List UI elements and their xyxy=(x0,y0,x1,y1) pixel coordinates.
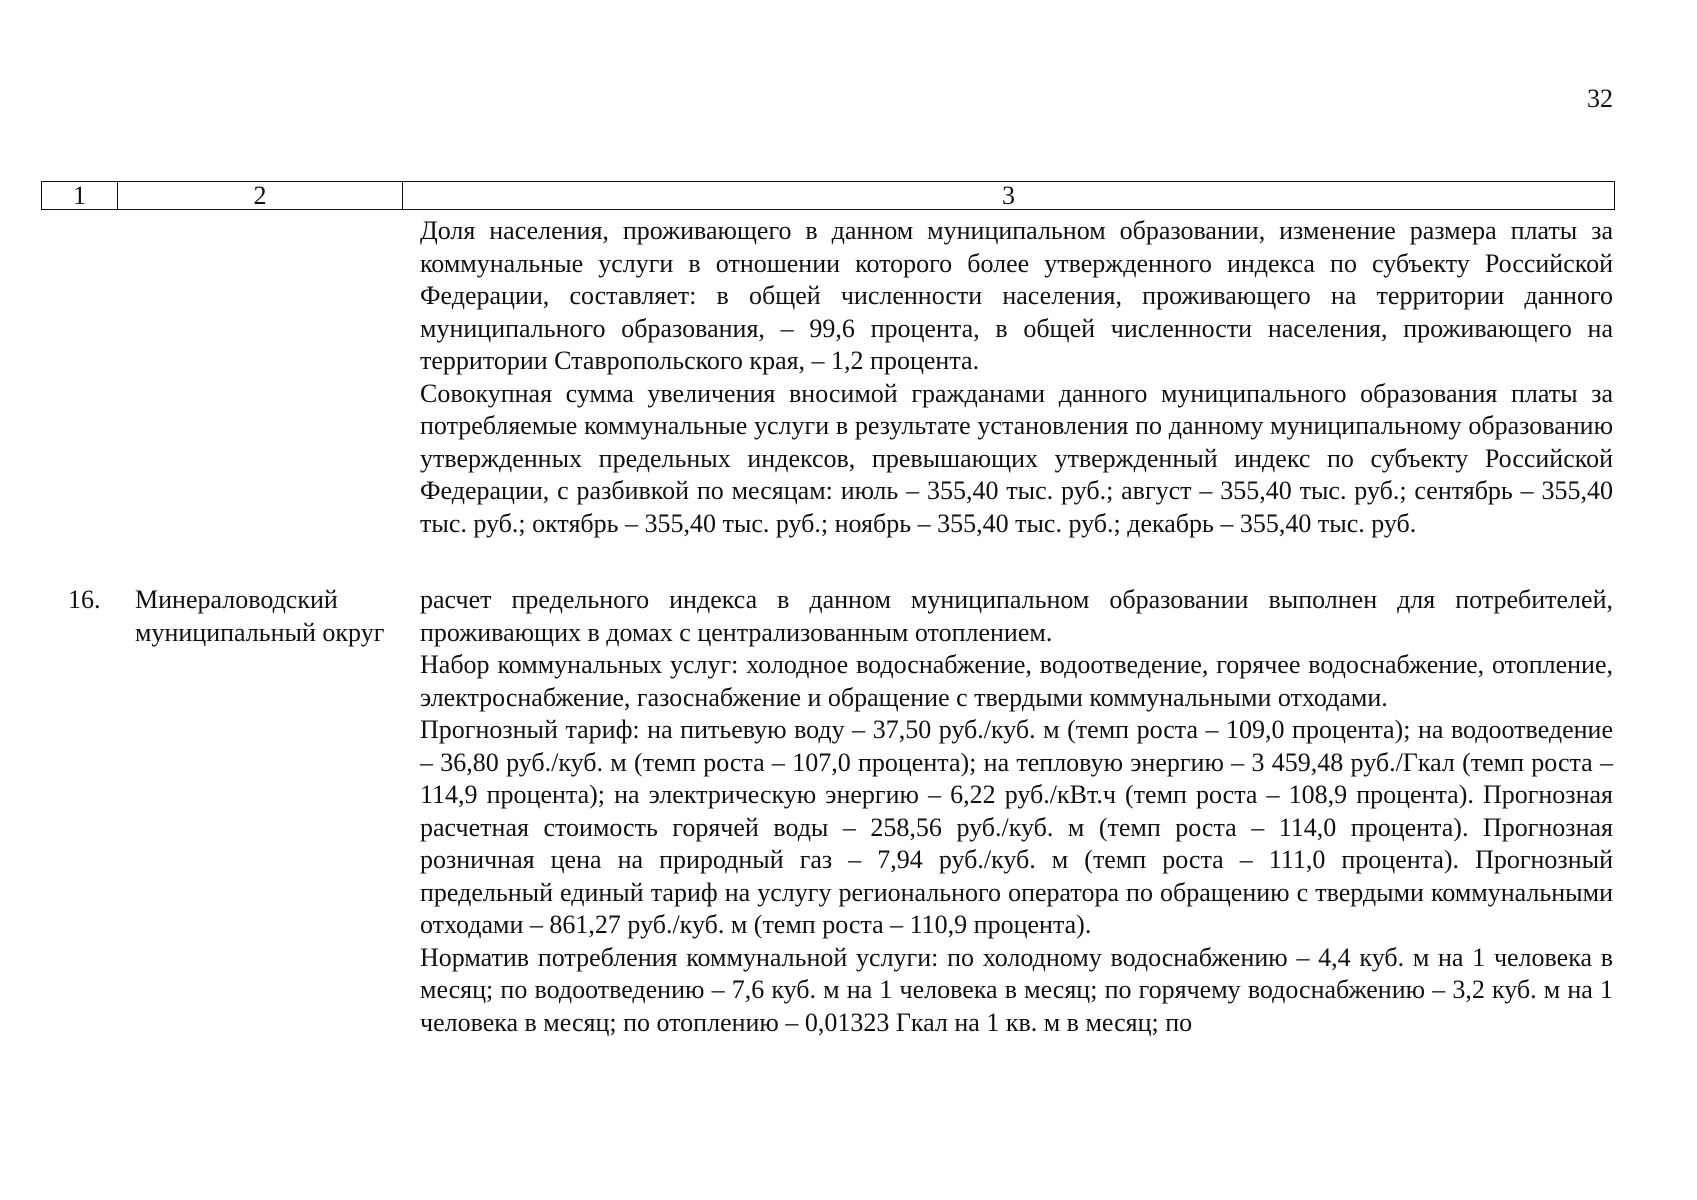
paragraph-forecast-tariffs: Прогнозный тариф: на питьевую воду – 37,50 руб./куб. м (темп роста – 109,0 процента); на водоотведение – 36,80 руб./куб. м (темп роста – 107,0 процента); на тепловую энергию – 3 459,48 руб./Гкал (темп роста – 114,9 процента); на электрическую энергию – 6,22 руб./кВт.ч (темп роста – 108,9 процента). Прогнозная расчетная стоимость горячей воды – 258,56 руб./куб. м (темп роста – 114,0 процента). Прогнозная розничная цена на природный газ – 7,94 руб./куб. м (темп роста – 111,0 процента). Прогнозный предельный единый тариф на услугу регионального оператора по обращению с твердыми коммунальными отходами – 861,27 руб./куб. м (темп роста – 110,9 процента). xyxy=(420,715,1613,939)
column-1-header: 1 xyxy=(42,182,118,210)
paragraph-services-set: Набор коммунальных услуг: холодное водоснабжение, водоотведение, горячее водоснабжение, отопление, электроснабжение, газоснабжение и обращение с твердыми коммунальными отходами. xyxy=(420,650,1613,712)
paragraph-total-increase: Совокупная сумма увеличения вносимой гражданами данного муниципального образования платы за потребляемые коммунальные услуги в результате установления по данному муниципальному образованию утвержденных предельных индексов, превышающих утвержденный индекс по субъекту Российской Федерации, с разбивкой по месяцам: июль – 355,40 тыс. руб.; август – 355,40 тыс. руб.; сентябрь – 355,40 тыс. руб.; октябрь – 355,40 тыс. руб.; ноябрь – 355,40 тыс. руб.; декабрь – 355,40 тыс. руб. xyxy=(420,378,1613,538)
paragraph-population-share: Доля населения, проживающего в данном муниципальном образовании, изменение размера платы за коммунальные услуги в отношении которого более утвержденного индекса по субъекту Российской Федерации, составляет: в общей численности населения, проживающего на территории данного муниципального образования, – 99,6 процента, в общей численности населения, проживающего на территории Ставропольского края, – 1,2 процента. xyxy=(420,216,1613,375)
page-number: 32 xyxy=(1587,84,1613,113)
row-number: 16. xyxy=(68,585,101,614)
row-16-text xyxy=(420,584,1613,1039)
table-header-row xyxy=(41,181,1615,210)
paragraph-consumption-norms: Норматив потребления коммунальной услуги: по холодному водоснабжению – 4,4 куб. м на 1 человека в месяц; по водоотведению – 7,6 куб. м на 1 человека в месяц; по горячему водоснабжению – 3,2 куб. м на 1 человека в месяц; по отоплению – 0,01323 Гкал на 1 кв. м в месяц; по xyxy=(420,942,1613,1037)
paragraph-calculation-basis: расчет предельного индекса в данном муниципальном образовании выполнен для потребителей, проживающих в домах с централизованным отоплением. xyxy=(420,585,1613,647)
column-2-header: 2 xyxy=(118,182,403,210)
municipality-name: Минераловодский муниципальный округ xyxy=(135,585,385,647)
continued-row-text xyxy=(420,215,1613,540)
column-3-header: 3 xyxy=(403,182,1615,210)
